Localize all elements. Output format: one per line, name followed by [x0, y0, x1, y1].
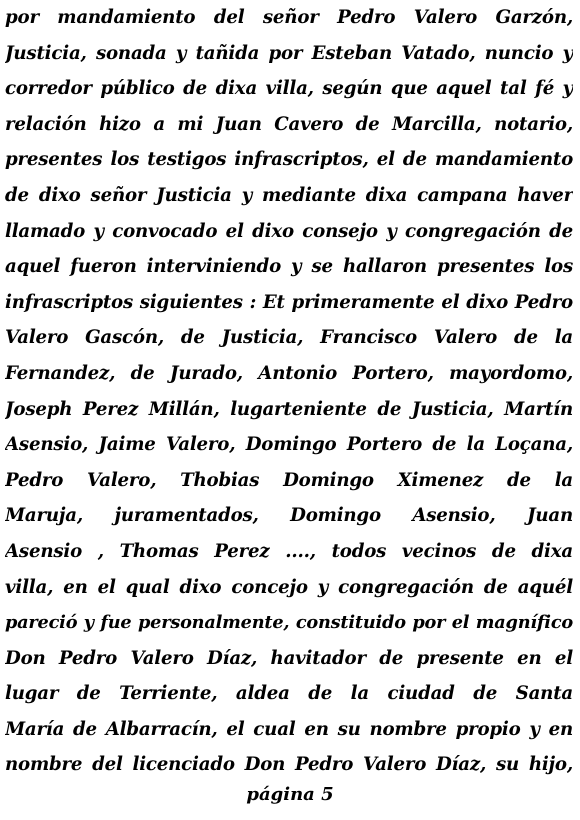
text-line: presentes los testigos infrascriptos, el de mandamiento [5, 149, 573, 171]
text-line: pareció y fue personalmente, constituido por el magnífico [5, 612, 573, 634]
text-line: relación hizo a mi Juan Cavero de Marcilla, notario, [5, 113, 573, 135]
text-line: Joseph Perez Millán, lugarteniente de Justicia, Martín [5, 398, 573, 420]
text-line: Fernandez, de Jurado, Antonio Portero, mayordomo, [5, 362, 573, 384]
text-line: de dixo señor Justicia y mediante dixa campana haver [5, 184, 573, 206]
text-line: aquel fueron interviniendo y se hallaron presentes los [5, 256, 573, 278]
text-line: nombre del licenciado Don Pedro Valero Díaz, su hijo, [5, 754, 573, 776]
text-line: Justicia, sonada y tañida por Esteban Vatado, nuncio y [5, 42, 573, 64]
text-line: infrascriptos siguientes : Et primeramente el dixo Pedro [5, 291, 573, 313]
text-body [5, 0, 573, 783]
page-number: página 5 [246, 784, 334, 805]
text-line: Pedro Valero, Thobias Domingo Ximenez de la [5, 469, 573, 491]
text-line: Asensio , Thomas Perez ...., todos vecinos de dixa [5, 540, 573, 562]
text-line: Maruja, juramentados, Domingo Asensio, Juan [5, 505, 573, 527]
text-line: villa, en el qual dixo concejo y congregación de aquél [5, 576, 573, 598]
text-line: Don Pedro Valero Díaz, havitador de presente en el [5, 647, 573, 669]
text-line: llamado y convocado el dixo consejo y congregación de [5, 220, 573, 242]
text-line: María de Albarracín, el cual en su nombre propio y en [5, 718, 573, 740]
text-line: corredor público de dixa villa, según que aquel tal fé y [5, 78, 573, 100]
text-line: Asensio, Jaime Valero, Domingo Portero de la Loçana, [5, 434, 573, 456]
text-line: Valero Gascón, de Justicia, Francisco Valero de la [5, 327, 573, 349]
text-line: lugar de Terriente, aldea de la ciudad de Santa [5, 683, 573, 705]
text-line: por mandamiento del señor Pedro Valero Garzón, [5, 7, 573, 28]
